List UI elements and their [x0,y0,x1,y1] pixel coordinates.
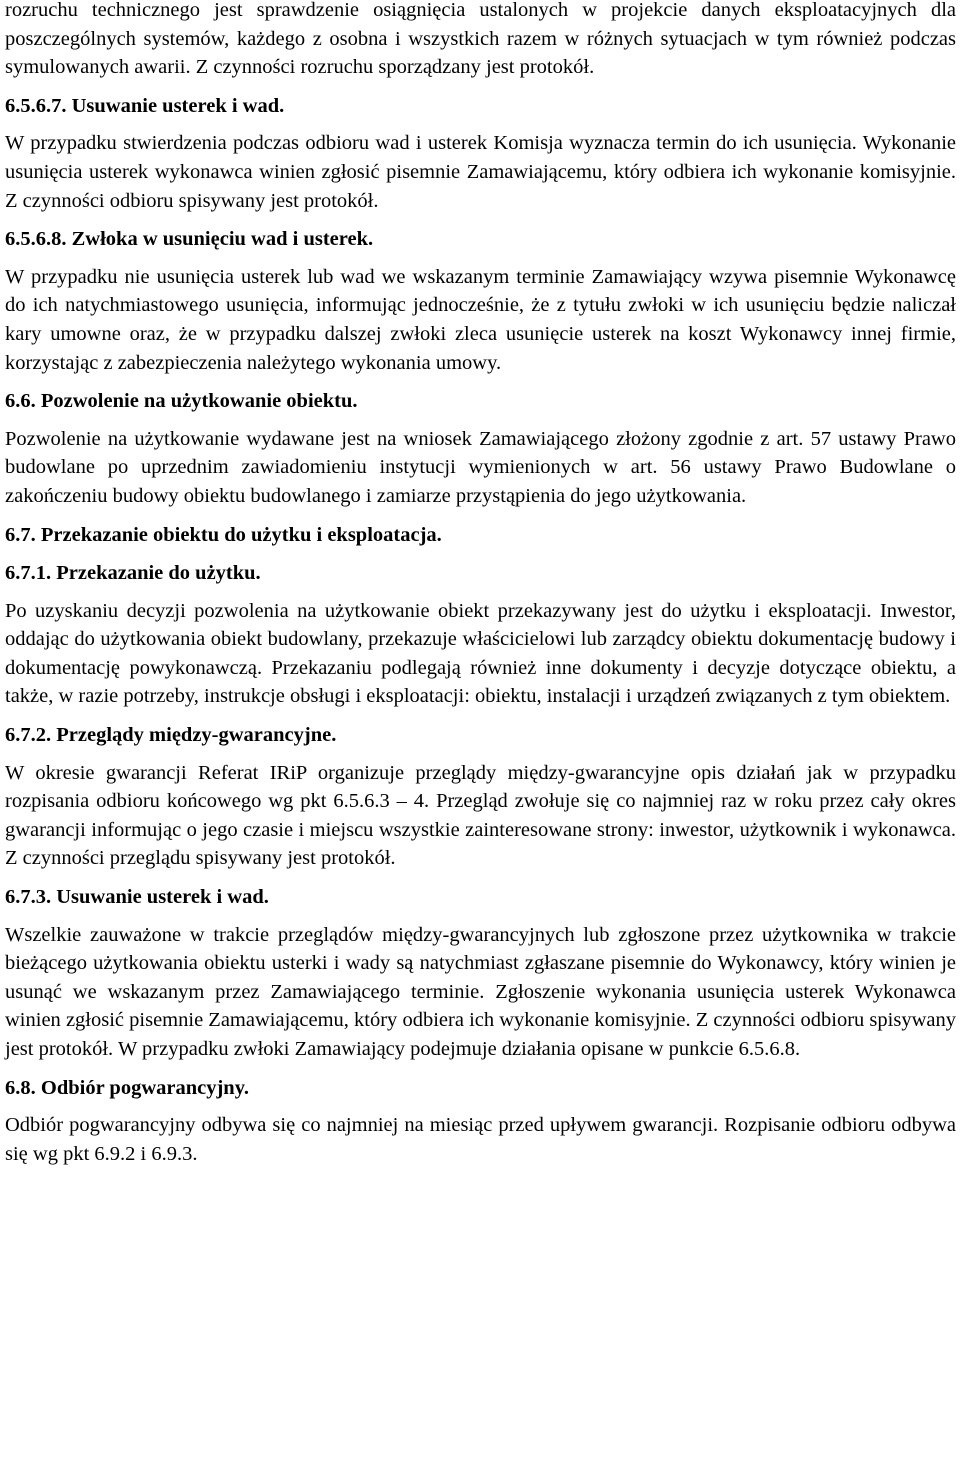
heading-6-5-6-8: 6.5.6.8. Zwłoka w usunięciu wad i usterek. [5,228,374,251]
paragraph-usuwanie-wad: Wszelkie zauważone w trakcie przeglądów między-gwarancyjnych lub zgłoszone przez użytkownika w trakcie bieżącego użytkowania obiektu usterki i wady są natychmiast zgłaszane pisemnie do Wykonawcy, który winien je usunąć we wskazanym przez Zamawiającego terminie. Zgłoszenie wykonania usunięcia usterek Wykonawca winien zgłosić pisemnie Zamawiającemu, który odbiera ich wykonanie komisyjnie. Z czynności odbioru spisywany jest protokół. W przypadku zwłoki Zamawiający podejmuje działania opisane w punkcie 6.5.6.8. [5,923,956,1060]
paragraph-rozruch-continuation: rozruchu technicznego jest sprawdzenie osiągnięcia ustalonych w projekcie danych eksploatacyjnych dla poszczególnych systemów, każdego z osobna i wszystkich razem w różnych sytuacjach w tym również podczas symulowanych awarii. Z czynności rozruchu sporządzany jest protokół. [5,0,956,79]
heading-6-7-1: 6.7.1. Przekazanie do użytku. [5,562,261,585]
heading-6-6: 6.6. Pozwolenie na użytkowanie obiektu. [5,390,358,413]
heading-6-8: 6.8. Odbiór pogwarancyjny. [5,1076,249,1099]
paragraph-przekazanie: Po uzyskaniu decyzji pozwolenia na użytkowanie obiekt przekazywany jest do użytku i eksploatacji. Inwestor, oddając do użytkowania obiekt budowlany, przekazuje właścicielowi lub zarządcy obiektu dokumentację budowy i dokumentację powykonawczą. Przekazaniu podlegają również inne dokumenty i decyzje dotyczące obiektu, a także, w razie potrzeby, instrukcje obsługi i eksploatacji: obiektu, instalacji i urządzeń związanych z tym obiektem. [5,599,956,708]
paragraph-pozwolenie: Pozwolenie na użytkowanie wydawane jest na wniosek Zamawiającego złożony zgodnie z art. 57 ustawy Prawo budowlane po uprzednim zawiadomieniu instytucji wymienionych w art. 56 ustawy Prawo Budowlane o zakończeniu budowy obiektu budowlanego i zamiarze przystąpienia do jego użytkowania. [5,427,956,507]
paragraph-usuwanie-usterek: W przypadku stwierdzenia podczas odbioru wad i usterek Komisja wyznacza termin do ich usunięcia. Wykonanie usunięcia usterek wykonawca winien zgłosić pisemnie Zamawiającemu, który odbiera ich wykonanie komisyjnie. Z czynności odbioru spisywany jest protokół. [5,132,956,212]
heading-6-7-2: 6.7.2. Przeglądy między-gwarancyjne. [5,724,337,747]
paragraph-odbior-pogwarancyjny: Odbiór pogwarancyjny odbywa się co najmniej na miesiąc przed upływem gwarancji. Rozpisanie odbioru odbywa się wg pkt 6.9.2 i 6.9.3. [5,1114,956,1165]
heading-6-7-3: 6.7.3. Usuwanie usterek i wad. [5,886,269,909]
paragraph-przeglady: W okresie gwarancji Referat IRiP organizuje przeglądy między-gwarancyjne opis działań jak w przypadku rozpisania odbioru końcowego wg pkt 6.5.6.3 – 4. Przegląd zwołuje się co najmniej raz w roku przez cały okres gwarancji informując o jego czasie i miejscu wszystkie zainteresowane strony: inwestor, użytkownik i wykonawca. Z czynności przeglądu spisywany jest protokół. [5,761,956,870]
paragraph-zwloka: W przypadku nie usunięcia usterek lub wad we wskazanym terminie Zamawiający wzywa pisemnie Wykonawcę do ich natychmiastowego usunięcia, informując jednocześnie, że z tytułu zwłoki w ich usunięciu będzie naliczał kary umowne oraz, że w przypadku dalszej zwłoki zleca usunięcie usterek na koszt Wykonawcy innej firmie, korzystając z zabezpieczenia należytego wykonania umowy. [5,265,956,374]
heading-6-5-6-7: 6.5.6.7. Usuwanie usterek i wad. [5,94,285,117]
heading-6-7: 6.7. Przekazanie obiektu do użytku i eksploatacja. [5,523,442,546]
